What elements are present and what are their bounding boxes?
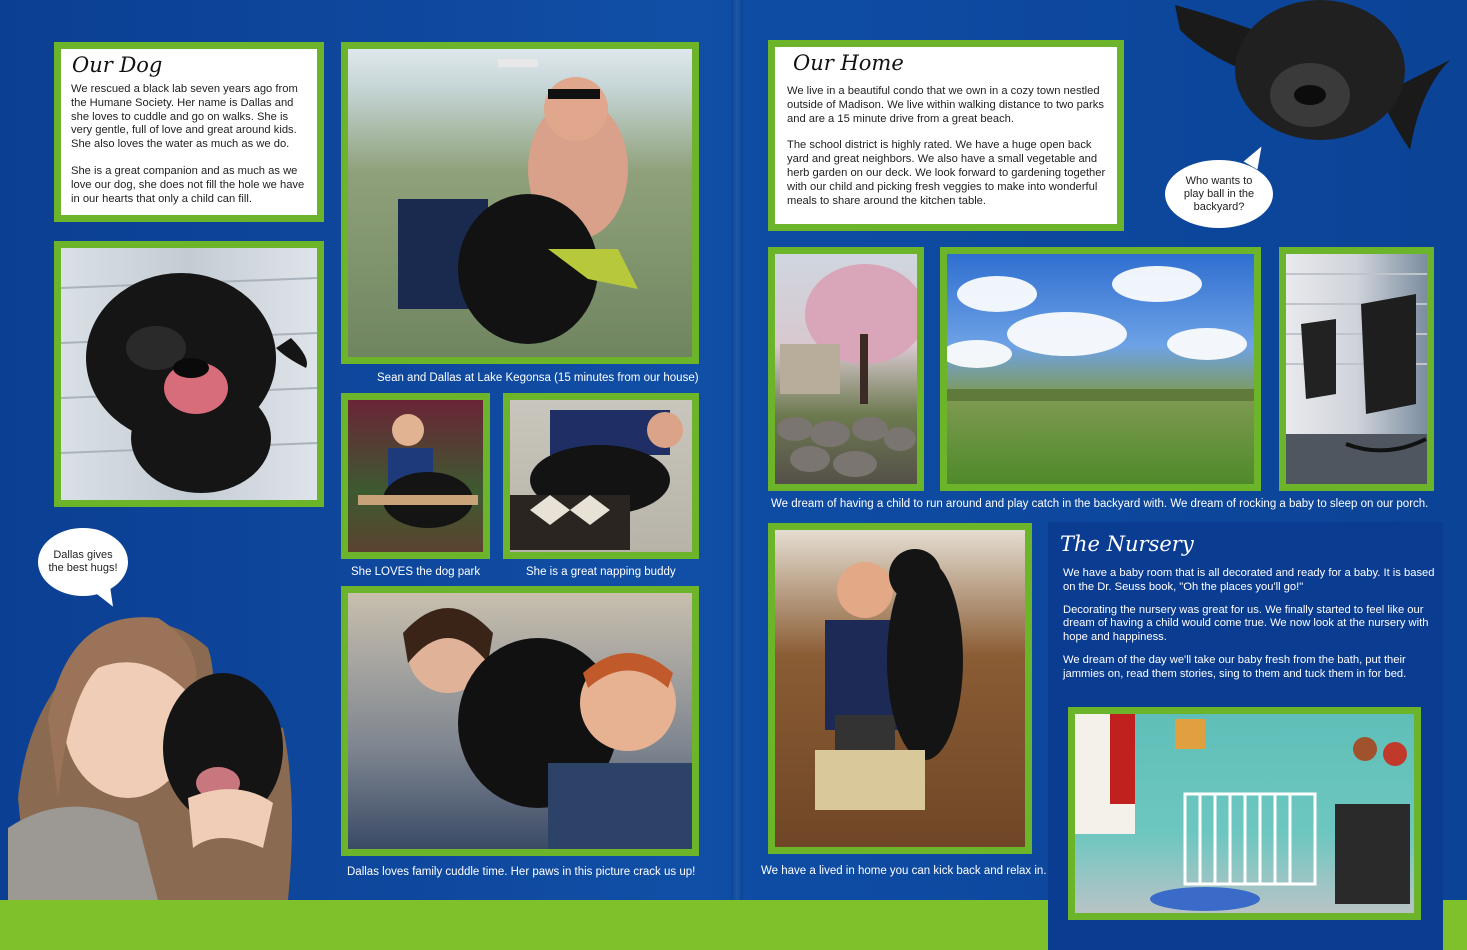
our-dog-para2: She is a great companion and as much as we love our dog, she does not fill the hole we have in our hearts that only a child can fill. (71, 164, 305, 205)
family-cuddle-photo (341, 586, 699, 856)
porch-rocker-illustration (1286, 254, 1427, 484)
ball-bubble-text: Who wants to play ball in the backyard? (1183, 174, 1255, 213)
nursery-title: The Nursery (1060, 532, 1194, 556)
house-tree-illustration (775, 254, 917, 484)
page-spine (731, 0, 743, 950)
nursery-para3: We dream of the day we'll take our baby fresh from the bath, put their jammies on, read them stories, sing to them and tuck them in for bed. (1063, 653, 1407, 680)
home-caption: We have a lived in home you can kick back and relax in. (761, 865, 1047, 877)
lake-illustration (348, 49, 692, 357)
hugs-speech-bubble (38, 528, 128, 596)
napping-illustration (510, 400, 692, 552)
backyard-caption: We dream of having a child to run around and play catch in the backyard with. We dream of rocking a baby to sleep on our porch. (771, 498, 1429, 510)
our-dog-title: Our Dog (72, 53, 163, 77)
upside-down-dog-photo (1170, 0, 1460, 160)
nursery-panel (1048, 522, 1443, 950)
porch-rocker-photo (1279, 247, 1434, 491)
hugs-bubble-text: Dallas gives the best hugs! (48, 549, 118, 574)
nursery-crib-illustration (1075, 714, 1414, 913)
upside-down-dog-illustration (1170, 0, 1460, 160)
dog-park-photo (341, 393, 490, 559)
our-home-text (787, 85, 1112, 221)
nursery-text (1063, 567, 1435, 691)
lake-photo (341, 42, 699, 364)
dog-face-illustration (61, 248, 317, 500)
dog-face-photo (54, 241, 324, 507)
our-home-para2: The school district is highly rated. We have a huge open back yard and great neighbors. We also have a small vegetable and herb garden on our deck. We look forward to gardening together with our child and picking fresh veggies to make into wonderful meals to share around the kitchen table. (787, 139, 1106, 207)
our-home-panel (768, 40, 1124, 231)
nursery-para1: We have a baby room that is all decorated and ready for a baby. It is based on the Dr. Seuss book, "Oh the places you'll go!" (1063, 567, 1435, 593)
lake-caption: Sean and Dallas at Lake Kegonsa (15 minutes from our house) (377, 372, 699, 384)
couch-illustration (775, 530, 1025, 847)
our-home-title: Our Home (793, 51, 904, 75)
our-dog-panel (54, 42, 324, 222)
couch-photo (768, 523, 1032, 854)
our-dog-text (71, 83, 311, 219)
nursery-para2: Decorating the nursery was great for us. We finally started to feel like our dream of having a child would come true. We now look at the nursery with hope and happiness. (1063, 603, 1429, 644)
napping-caption: She is a great napping buddy (526, 566, 676, 578)
backyard-field-illustration (947, 254, 1254, 484)
our-home-para1: We live in a beautiful condo that we own in a cozy town nestled outside of Madison. We live within walking distance to two parks and are a 15 minute drive from a great beach. (787, 85, 1104, 125)
our-dog-para1: We rescued a black lab seven years ago from the Humane Society. Her name is Dallas and she loves to cuddle and go on walks. She is very gentle, full of love and great around kids. She also loves the water as much as we do. (71, 83, 298, 151)
dog-park-caption: She LOVES the dog park (351, 566, 481, 578)
family-cuddle-illustration (348, 593, 692, 849)
house-tree-photo (768, 247, 924, 491)
cuddle-caption: Dallas loves family cuddle time. Her paws in this picture crack us up! (347, 866, 696, 878)
backyard-field-photo (940, 247, 1261, 491)
dog-park-illustration (348, 400, 483, 552)
napping-photo (503, 393, 699, 559)
ball-speech-bubble (1165, 160, 1273, 228)
girl-hug-photo (8, 548, 298, 900)
nursery-crib-photo (1068, 707, 1421, 920)
girl-hug-illustration (8, 548, 298, 900)
